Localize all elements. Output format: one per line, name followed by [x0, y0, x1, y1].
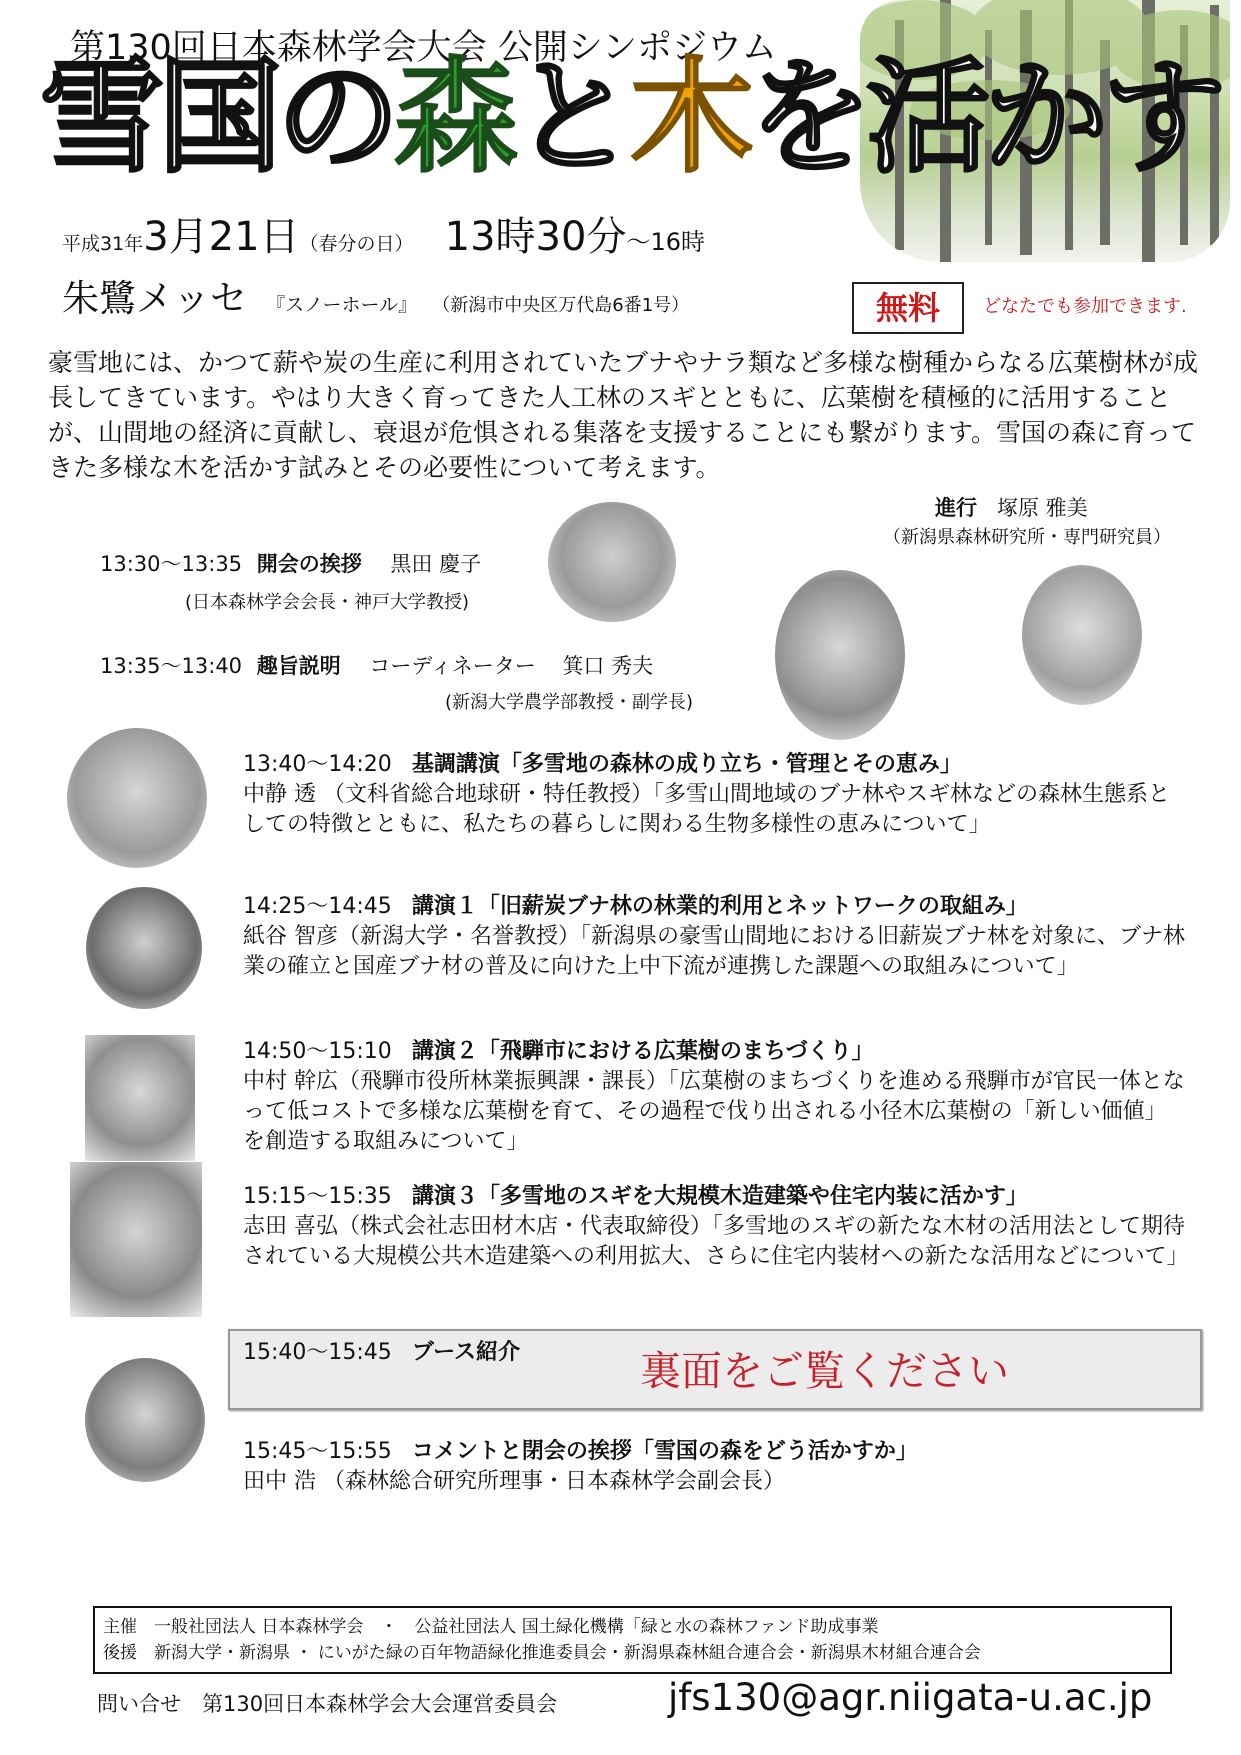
talk-time: 14:25～14:45 [243, 894, 392, 919]
free-note: どなたでも参加できます. [983, 296, 1187, 317]
portrait-nakashizuka [67, 728, 207, 868]
free-badge: 無料 [852, 282, 964, 334]
holiday-note: （春分の日） [299, 233, 414, 255]
purpose-title: 趣旨説明 [256, 654, 341, 678]
purpose-line [100, 650, 653, 680]
chair-name: 塚原 雅美 [997, 496, 1088, 520]
see-reverse-notice: 裏面をご覧ください [640, 1347, 1009, 1395]
date-line [62, 205, 705, 262]
portrait-kuroda [548, 502, 676, 622]
portrait-nakamura [85, 1035, 195, 1161]
venue-name: 朱鷺メッセ [62, 277, 247, 320]
purpose-role: コーディネーター [369, 654, 536, 678]
portrait-tanaka [85, 1358, 205, 1482]
opening-affiliation: (日本森林学会会長・神戸大学教授) [185, 592, 470, 613]
booth-time: 15:40～15:45 [243, 1340, 392, 1365]
title-part-ikasu: を活かす [748, 46, 1221, 190]
talk-body: 紙谷 智彦（新潟大学・名誉教授）「新潟県の豪雪山間地における旧薪炭ブナ林を対象に、ブナ林業の確立と国産ブナ材の普及に向けた上中下流が連携した課題への取組みについて」 [243, 924, 1185, 979]
talk-heading [243, 1437, 1188, 1467]
talk-body: 中静 透 （文科省総合地球研・特任教授）「多雪山間地域のブナ林やスギ林などの森林生態系としての特徴とともに、私たちの暮らしに関わる生物多様性の恵みについて」 [243, 782, 1170, 837]
closing-title: コメントと閉会の挨拶「雪国の森をどう活かすか」 [411, 1439, 918, 1464]
closing-time: 15:45～15:55 [243, 1439, 392, 1464]
purpose-speaker: 箕口 秀夫 [562, 654, 654, 678]
talk-title: 講演２「飛騨市における広葉樹のまちづくり」 [411, 1039, 874, 1064]
talk-1 [243, 892, 1188, 982]
talk-keynote [243, 750, 1188, 840]
talk-body: 志田 喜弘（株式会社志田材木店・代表取締役）「多雪地のスギの新たな木材の活用法として期待されている大規模公共木造建築への利用拡大、さらに住宅内装材への新たな活用などについて」 [243, 1214, 1189, 1269]
booth-title: ブース紹介 [411, 1340, 521, 1365]
event-subtitle: 第130回日本森林学会大会 公開シンポジウム [70, 28, 777, 68]
organizer-line: 主催 一般社団法人 日本森林学会 ・ 公益社団法人 国土緑化機構「緑と水の森林ファンド助成事業 [103, 1617, 879, 1637]
closing-body: 田中 浩 （森林総合研究所理事・日本森林学会副会長） [243, 1469, 785, 1494]
opening-line [100, 548, 481, 578]
venue-hall: 『スノーホール』 [266, 294, 418, 316]
venue-address: （新潟市中央区万代島6番1号） [432, 295, 690, 316]
support-line: 後援 新潟大学・新潟県 ・ にいがた緑の百年物語緑化推進委員会・新潟県森林組合連合会・新潟県木材組合連合会 [103, 1643, 981, 1663]
opening-speaker: 黒田 慶子 [390, 552, 482, 576]
chair-line [935, 492, 1088, 522]
booth-heading [243, 1335, 520, 1366]
portrait-kamitani [86, 887, 202, 1009]
talk-heading [243, 1037, 1188, 1067]
chair-affiliation: （新潟県森林研究所・専門研究員） [883, 527, 1171, 548]
portrait-tsukahara [1022, 565, 1142, 705]
talk-body: 中村 幹広（飛騨市役所林業振興課・課長）「広葉樹のまちづくりを進める飛騨市が官民一体となって低コストで多様な広葉樹を育て、その過程で伐り出される小径木広葉樹の「新しい価値」を創造する取組みについて」 [243, 1069, 1185, 1154]
talk-time: 14:50～15:10 [243, 1039, 392, 1064]
portrait-shida [70, 1162, 202, 1317]
contact-label: 問い合せ 第130回日本森林学会大会運営委員会 [97, 1692, 558, 1716]
portrait-minoguchi [775, 570, 905, 740]
event-date: 3月21日 [143, 214, 300, 260]
closing-session [243, 1437, 1188, 1497]
venue-line [62, 268, 689, 322]
opening-time: 13:30～13:35 [100, 552, 243, 576]
purpose-time: 13:35～13:40 [100, 654, 243, 678]
talk-title: 講演３「多雪地のスギを大規模木造建築や住宅内装に活かす」 [411, 1184, 1028, 1209]
talk-2 [243, 1037, 1188, 1157]
title-part-yukiguni: 雪国の [40, 46, 395, 190]
talk-heading [243, 892, 1188, 922]
title-part-mori: 森 [394, 46, 513, 190]
talk-heading [243, 750, 1188, 780]
end-time: ～16時 [626, 228, 705, 256]
purpose-affiliation: (新潟大学農学部教授・副学長) [445, 692, 694, 713]
talk-3 [243, 1182, 1188, 1272]
opening-title: 開会の挨拶 [256, 552, 362, 576]
title-part-ki: 木 [630, 46, 749, 190]
chair-role: 進行 [935, 496, 977, 520]
talk-heading [243, 1182, 1188, 1212]
talk-time: 13:40～14:20 [243, 752, 392, 777]
talk-time: 15:15～15:35 [243, 1184, 392, 1209]
title-part-to: と [512, 46, 631, 190]
intro-text: 豪雪地には、かつて薪や炭の生産に利用されていたブナやナラ類など多様な樹種からなる広葉樹林が成長してきています。やはり大きく育ってきた人工林のスギとともに、広葉樹を積極的に活用することが、山間地の経済に貢献し、衰退が危惧される集落を支援することにも繋がります。雪国の森に育ってきた多様な木を活かす試みとその必要性について考えます。 [48, 348, 1199, 482]
talk-title: 基調講演「多雪地の森林の成り立ち・管理とその恵み」 [411, 752, 962, 777]
contact-email[interactable]: jfs130@agr.niigata-u.ac.jp [668, 1676, 1153, 1719]
era: 平成31年 [62, 233, 144, 255]
talk-title: 講演１「旧薪炭ブナ林の林業的利用とネットワークの取組み」 [411, 894, 1028, 919]
start-time: 13時30分 [444, 214, 627, 260]
